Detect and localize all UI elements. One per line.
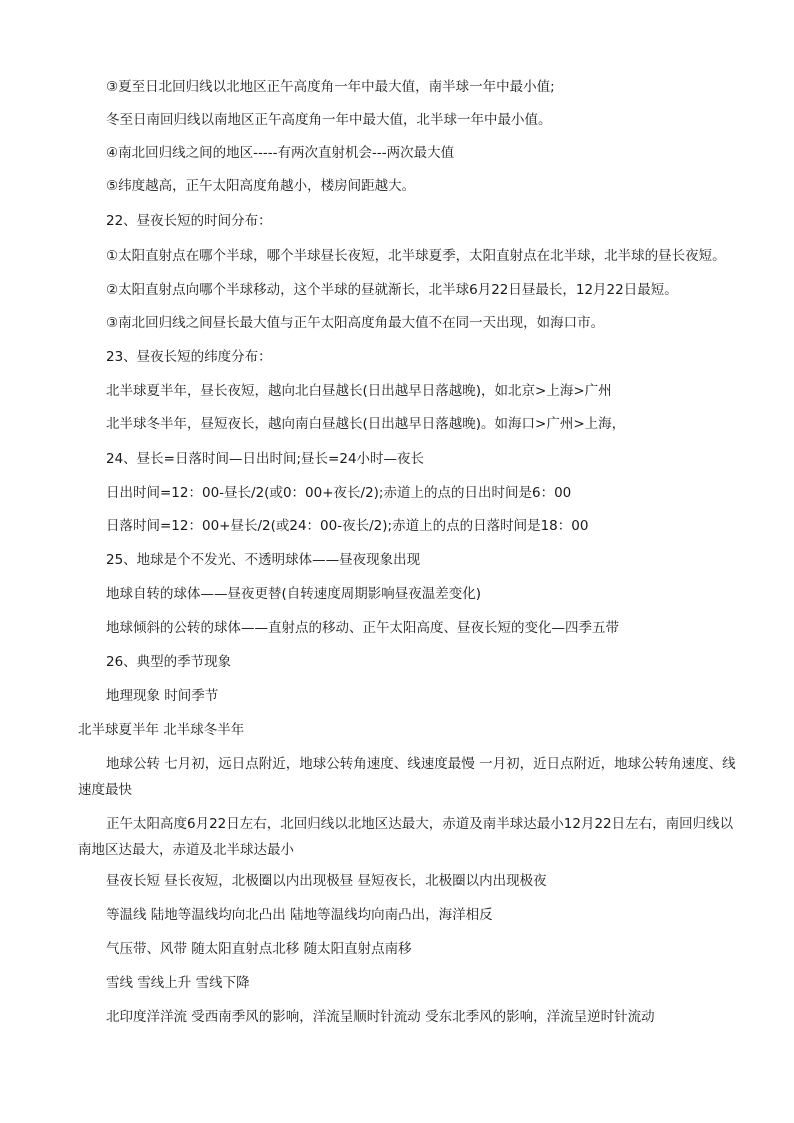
section-heading: 26、典型的季节现象 [106,654,232,670]
table-row: 昼夜长短 昼长夜短，北极圈以内出现极昼 昼短夜长，北极圈以内出现极夜 [106,873,547,889]
text-line: 冬至日南回归线以南地区正午高度角一年中最大值，北半球一年中最小值。 [106,112,552,128]
text-line: ⑤纬度越高，正午太阳高度角越小，楼房间距越大。 [106,178,416,194]
text-line: 日落时间=12：00+昼长/2(或24：00-夜长/2);赤道上的点的日落时间是18：00 [106,518,589,534]
table-row: 雪线 雪线上升 雪线下降 [106,975,250,991]
table-row: 正午太阳高度6月22日左右，北回归线以北地区达最大，赤道及南半球达最小12月22日左右，南回归线以南地区达最大，赤道及北半球达最小 [78,816,734,858]
text-line: 北半球冬半年，昼短夜长，越向南白昼越长(日出越早日落越晚)。如海口>广州>上海， [106,416,626,432]
table-header: 地理现象 时间季节 [106,688,219,704]
text-line: ③南北回归线之间昼长最大值与正午太阳高度角最大值不在同一天出现，如海口市。 [106,315,605,331]
text-line: 地球自转的球体——昼夜更替(自转速度周期影响昼夜温差变化) [106,586,482,602]
section-heading: 23、昼夜长短的纬度分布： [106,349,272,365]
text-line: 地球倾斜的公转的球体——直射点的移动、正午太阳高度、昼夜长短的变化—四季五带 [106,620,619,636]
table-row: 等温线 陆地等温线均向北凸出 陆地等温线均向南凸出，海洋相反 [106,907,493,923]
section-heading: 24、昼长=日落时间—日出时间;昼长=24小时—夜长 [106,451,425,467]
text-line: 日出时间=12：00-昼长/2(或0：00+夜长/2);赤道上的点的日出时间是6：00 [106,485,572,501]
text-line: ①太阳直射点在哪个半球，哪个半球昼长夜短，北半球夏季，太阳直射点在北半球，北半球的昼长夜短。 [106,248,726,264]
table-row: 北印度洋洋流 受西南季风的影响，洋流呈顺时针流动 受东北季风的影响，洋流呈逆时针流动 [106,1009,655,1025]
text-line: ②太阳直射点向哪个半球移动，这个半球的昼就渐长，北半球6月22日昼最长，12月22日最短。 [106,282,678,298]
text-line: ④南北回归线之间的地区-----有两次直射机会---两次最大值 [106,145,455,161]
table-row: 地球公转 七月初，远日点附近，地球公转角速度、线速度最慢 一月初，近日点附近，地球公转角速度、线速度最快 [78,756,736,798]
text-line: ③夏至日北回归线以北地区正午高度角一年中最大值，南半球一年中最小值; [106,79,555,95]
section-heading: 25、地球是个不发光、不透明球体——昼夜现象出现 [106,552,421,568]
section-heading: 22、昼夜长短的时间分布： [106,213,272,229]
text-line: 北半球夏半年，昼长夜短，越向北白昼越长(日出越早日落越晚)，如北京>上海>广州 [106,383,612,399]
table-header: 北半球夏半年 北半球冬半年 [78,722,245,738]
table-row: 气压带、风带 随太阳直射点北移 随太阳直射点南移 [106,941,412,957]
